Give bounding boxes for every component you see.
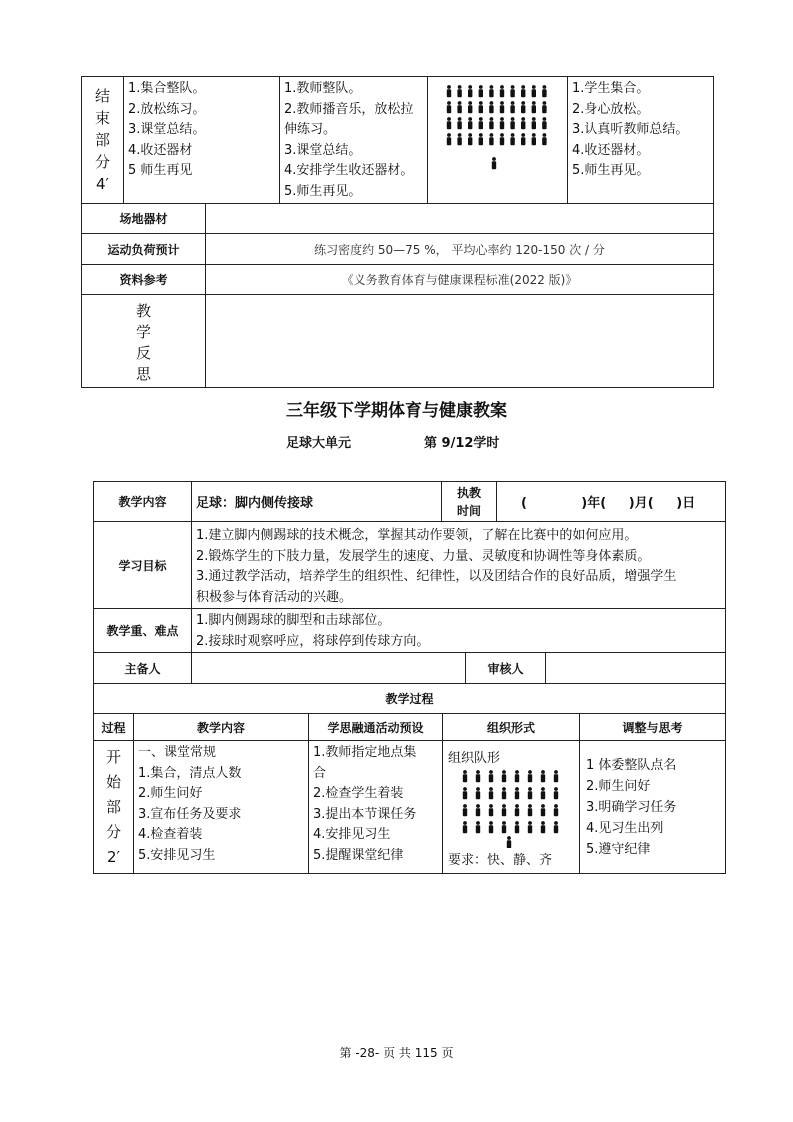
student-figure (458, 101, 462, 105)
col-header: 教学内容 (134, 714, 309, 741)
student-figure (521, 89, 525, 97)
reviewer-label: 审核人 (466, 653, 546, 684)
student-figure (468, 133, 472, 137)
student-figure (532, 137, 536, 145)
preparer-table (93, 652, 726, 714)
list-item: 积极参与体育活动的兴趣。 (196, 589, 353, 605)
list-item: 5.师生再见。 (572, 163, 650, 178)
student-figure (507, 836, 511, 840)
page-footer: 第 -28- 页 共 115 页 (339, 1046, 454, 1060)
student-figure (532, 117, 536, 121)
student-figure (515, 770, 519, 774)
student-figure (502, 774, 506, 782)
content-value: 足球：脚内侧传接球 (192, 482, 442, 522)
student-figure (554, 770, 558, 774)
preparer-label: 主备人 (94, 653, 192, 684)
student-figure (502, 821, 506, 825)
student-figure (447, 105, 451, 113)
list-item: 3.明确学习任务 (586, 800, 677, 815)
student-figure (490, 85, 494, 89)
student-figure (542, 105, 546, 113)
student-figure (521, 133, 525, 137)
student-figure (447, 121, 451, 129)
student-figure (500, 89, 504, 97)
student-figure (541, 808, 545, 816)
student-figure (532, 121, 536, 129)
student-figure (500, 137, 504, 145)
student-figure (479, 121, 483, 129)
student-figure (542, 121, 546, 129)
student-figure (515, 825, 519, 833)
student-figure (541, 821, 545, 825)
list-item: 5.安排见习生 (138, 847, 216, 863)
time-value: ( )年( )月( )日 (497, 482, 726, 522)
content-label: 教学内容 (94, 482, 192, 522)
student-figure (502, 804, 506, 808)
student-figure (447, 89, 451, 97)
list-item: 2.接球时观察呼应，将球停到传球方向。 (196, 633, 430, 649)
org-requirement: 要求：快、静、齐 (448, 853, 553, 868)
student-figure (457, 89, 461, 97)
list-item: 5 师生再见 (128, 163, 193, 178)
student-figure (500, 105, 504, 113)
list-item: 1 体委整队点名 (586, 758, 677, 773)
student-figure (476, 804, 480, 808)
student-figure (554, 825, 558, 833)
student-figure (500, 85, 504, 89)
student-figure (521, 117, 525, 121)
student-figure (468, 101, 472, 105)
list-item: 1.学生集合。 (572, 81, 650, 96)
student-figure (463, 791, 467, 799)
page-title: 三年级下学期体育与健康教案 (286, 401, 507, 421)
student-figure (541, 804, 545, 808)
student-figure (532, 105, 536, 113)
student-figure (489, 808, 493, 816)
list-item: 4.安排见习生 (313, 827, 391, 842)
keypoints-list (192, 609, 726, 653)
student-figure (489, 89, 493, 97)
student-figure (510, 137, 514, 145)
student-figure (521, 137, 525, 145)
list-item: 2.身心放松。 (572, 101, 650, 117)
list-item: 3.提出本节课任务 (313, 806, 417, 822)
goals-table (93, 521, 726, 653)
lesson-number: 第 9/12学时 (424, 436, 500, 451)
student-figure (458, 133, 462, 137)
student-figure (458, 117, 462, 121)
student-figure (542, 137, 546, 145)
student-figure (543, 117, 547, 121)
student-figure (468, 85, 472, 89)
closing-section-table (81, 76, 714, 204)
student-figure (490, 117, 494, 121)
col-header: 学思融通活动预设 (309, 714, 443, 741)
student-figure (468, 89, 472, 97)
student-figure (502, 770, 506, 774)
student-figure (468, 105, 472, 113)
start-activities (309, 741, 443, 874)
student-figure (528, 821, 532, 825)
student-figure (492, 161, 496, 169)
student-figure (541, 825, 545, 833)
venue-value (206, 204, 714, 234)
student-figure (532, 89, 536, 97)
list-item: 3.宣布任务及要求 (138, 806, 242, 822)
start-adjustments (580, 741, 726, 874)
student-figure (463, 774, 467, 782)
student-figure (528, 787, 532, 791)
student-figure (500, 117, 504, 121)
list-item: 3.通过教学活动，培养学生的组织性、纪律性，以及团结合作的良好品质，增强学生 (196, 569, 677, 584)
student-figure (554, 787, 558, 791)
list-item: 2.锻炼学生的下肢力量，发展学生的速度、力量、灵敏度和协调性等身体素质。 (196, 548, 651, 564)
start-content (134, 741, 309, 874)
formation-diagram (428, 77, 566, 187)
load-value: 练习密度约 50—75 %， 平均心率约 120-150 次 / 分 (206, 234, 714, 265)
student-figure (447, 117, 451, 121)
student-figure (511, 101, 515, 105)
student-figure (521, 101, 525, 105)
process-label: 教学过程 (94, 684, 726, 714)
student-figure (489, 105, 493, 113)
student-figure (532, 85, 536, 89)
list-item: 3.课堂总结。 (284, 142, 362, 158)
reflection-label: 教 学 反 思 (82, 295, 206, 388)
student-figure (532, 101, 536, 105)
student-figure (541, 787, 545, 791)
student-figure (479, 117, 483, 121)
student-figure (554, 808, 558, 816)
reference-label: 资料参考 (82, 265, 206, 295)
reflection-value (206, 295, 714, 388)
student-figure (476, 774, 480, 782)
student-figure (479, 89, 483, 97)
list-item: 4.收还器材。 (572, 142, 650, 158)
col-header: 调整与思考 (580, 714, 726, 741)
student-figure (554, 774, 558, 782)
list-item: 2.检查学生着装 (313, 786, 404, 801)
student-figure (489, 787, 493, 791)
student-figure (468, 117, 472, 121)
student-figure (457, 105, 461, 113)
student-figure (515, 774, 519, 782)
time-label: 执教 时间 (442, 482, 497, 522)
closing-formation (428, 77, 568, 204)
student-figure (541, 791, 545, 799)
student-figure (476, 791, 480, 799)
student-figure (479, 137, 483, 145)
list-item: 3.认真听教师总结。 (572, 122, 689, 137)
student-figure (500, 133, 504, 137)
student-figure (510, 121, 514, 129)
student-figure (500, 121, 504, 129)
student-figure (489, 774, 493, 782)
list-item: 一、课堂常规 (138, 745, 217, 760)
preparer-value (192, 653, 466, 684)
student-figure (463, 808, 467, 816)
closing-student (568, 77, 714, 204)
closing-section-label: 结 束 部 分 4′ (82, 77, 124, 204)
student-figure (476, 821, 480, 825)
student-figure (528, 791, 532, 799)
list-item: 1.集合整队。 (128, 81, 206, 96)
list-item: 4.收还器材 (128, 142, 193, 158)
student-figure (510, 89, 514, 97)
student-figure (502, 791, 506, 799)
closing-teacher (280, 77, 428, 204)
venue-label: 场地器材 (82, 204, 206, 234)
list-item: 2.师生问好 (138, 786, 203, 801)
student-figure (543, 101, 547, 105)
student-figure (447, 85, 451, 89)
list-item: 5.师生再见。 (284, 183, 362, 199)
list-item: 5.提醒课堂纪律 (313, 847, 404, 863)
student-figure (511, 133, 515, 137)
student-figure (511, 85, 515, 89)
student-figure (554, 804, 558, 808)
student-figure (528, 808, 532, 816)
student-figure (521, 85, 525, 89)
student-figure (447, 101, 451, 105)
student-figure (515, 804, 519, 808)
student-figure (502, 808, 506, 816)
student-figure (463, 770, 467, 774)
list-item: 2.放松练习。 (128, 101, 206, 117)
student-figure (521, 105, 525, 113)
start-organization (443, 741, 580, 874)
goals-list (192, 522, 726, 609)
student-figure (490, 101, 494, 105)
student-figure (447, 133, 451, 137)
student-figure (541, 774, 545, 782)
student-figure (489, 821, 493, 825)
col-header: 过程 (94, 714, 134, 741)
list-item: 1.脚内侧踢球的脚型和击球部位。 (196, 613, 391, 628)
list-item: 2.教师播音乐，放松拉 (284, 101, 414, 117)
student-figure (479, 133, 483, 137)
student-figure (476, 770, 480, 774)
student-figure (507, 840, 511, 848)
student-figure (463, 787, 467, 791)
student-figure (510, 105, 514, 113)
process-table (93, 713, 726, 874)
student-figure (500, 101, 504, 105)
student-figure (515, 791, 519, 799)
list-item: 1.建立脚内侧踢球的技术概念，掌握其动作要领，了解在比赛中的如何应用。 (196, 528, 638, 543)
student-figure (528, 825, 532, 833)
student-figure (521, 121, 525, 129)
keypoints-label: 教学重、难点 (94, 609, 192, 653)
student-figure (476, 808, 480, 816)
student-figure (492, 157, 496, 161)
reviewer-value (546, 653, 726, 684)
student-figure (447, 137, 451, 145)
goals-label: 学习目标 (94, 522, 192, 609)
student-figure (528, 804, 532, 808)
load-label: 运动负荷预计 (82, 234, 206, 265)
student-figure (476, 825, 480, 833)
list-item: 1.教师指定地点集 (313, 745, 417, 760)
student-figure (489, 770, 493, 774)
unit-name: 足球大单元 (286, 436, 352, 451)
student-figure (554, 791, 558, 799)
student-figure (489, 825, 493, 833)
col-header: 组织形式 (443, 714, 580, 741)
student-figure (502, 787, 506, 791)
reference-value: 《义务教育体育与健康课程标准(2022 版)》 (206, 265, 714, 295)
student-figure (543, 85, 547, 89)
student-figure (515, 808, 519, 816)
student-figure (515, 821, 519, 825)
student-figure (489, 804, 493, 808)
student-figure (528, 770, 532, 774)
closing-content (124, 77, 280, 204)
student-figure (457, 121, 461, 129)
student-figure (479, 85, 483, 89)
info-table (81, 203, 714, 388)
list-item: 伸练习。 (284, 122, 337, 137)
student-figure (457, 137, 461, 145)
student-figure (502, 825, 506, 833)
student-figure (543, 133, 547, 137)
student-figure (476, 787, 480, 791)
student-figure (463, 825, 467, 833)
student-figure (490, 133, 494, 137)
list-item: 4.检查着装 (138, 827, 203, 842)
student-figure (554, 821, 558, 825)
formation-diagram (443, 766, 578, 848)
list-item: 4.见习生出列 (586, 821, 664, 836)
list-item: 1.教师整队。 (284, 81, 362, 96)
student-figure (463, 821, 467, 825)
student-figure (515, 787, 519, 791)
student-figure (532, 133, 536, 137)
start-section-label: 开 始 部 分 2′ (94, 741, 134, 874)
student-figure (528, 774, 532, 782)
student-figure (489, 121, 493, 129)
list-item: 合 (313, 765, 327, 781)
student-figure (542, 89, 546, 97)
org-title: 组织队形 (448, 751, 501, 766)
student-figure (458, 85, 462, 89)
student-figure (489, 791, 493, 799)
student-figure (479, 105, 483, 113)
student-figure (468, 121, 472, 129)
student-figure (468, 137, 472, 145)
lesson-header-table (93, 481, 726, 522)
student-figure (479, 101, 483, 105)
list-item: 3.课堂总结。 (128, 122, 206, 137)
list-item: 4.安排学生收还器材。 (284, 163, 414, 178)
list-item: 1.集合，清点人数 (138, 765, 242, 781)
student-figure (511, 117, 515, 121)
list-item: 2.师生问好 (586, 779, 651, 794)
student-figure (489, 137, 493, 145)
list-item: 5.遵守纪律 (586, 842, 651, 857)
student-figure (463, 804, 467, 808)
student-figure (541, 770, 545, 774)
